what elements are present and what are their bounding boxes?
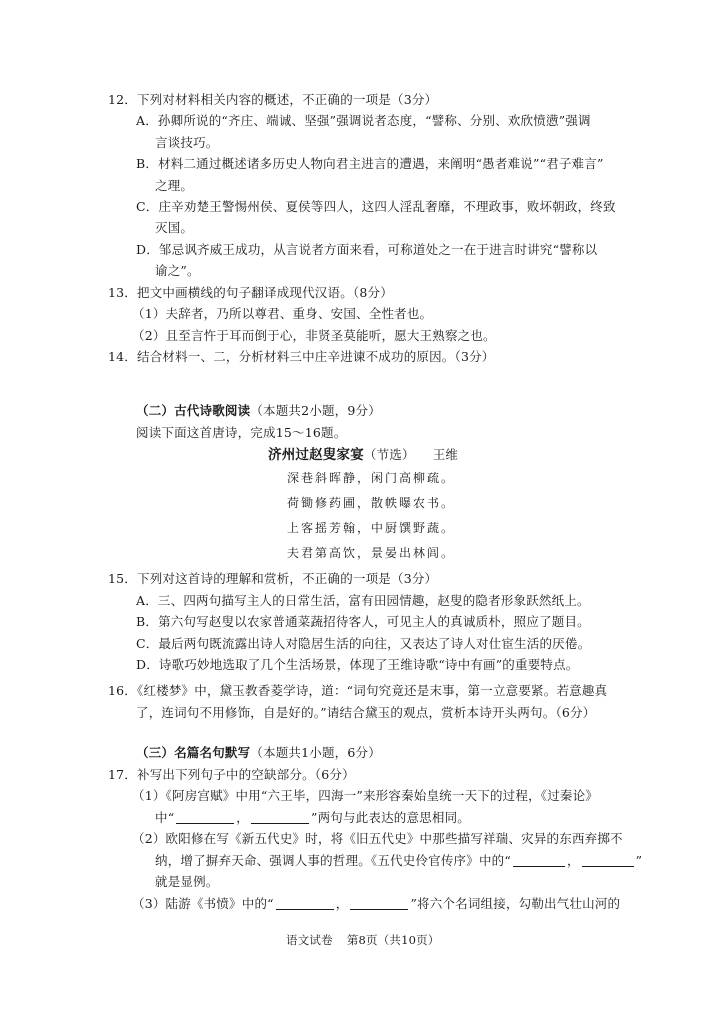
- q17-part-3-prefix: （3）陆游《书愤》中的“: [132, 896, 274, 911]
- blank-field[interactable]: [251, 812, 309, 824]
- q12-stem: 12．下列对材料相关内容的概述，不正确的一项是（3分）: [108, 92, 438, 107]
- poem-title: 济州过赵叟家宴: [268, 447, 364, 463]
- section-3-title: （三）名篇名句默写: [136, 745, 251, 760]
- q14-stem: 14．结合材料一、二，分析材料三中庄辛进谏不成功的原因。（3分）: [108, 349, 495, 364]
- poem-excerpt: （节选）: [363, 447, 415, 462]
- q13-stem: 13．把文中画横线的句子翻译成现代汉语。（8分）: [108, 285, 393, 300]
- section-3-heading: [136, 745, 381, 761]
- footer-subject: 语文试卷: [286, 933, 333, 947]
- q17-part-2-line-3: 就是显例。: [155, 874, 219, 889]
- q12-option-d-cont: 谕之”。: [155, 263, 200, 278]
- q16-line-1: 16．《红楼梦》中，黛玉教香菱学诗，道：“词句究竟还是末事，第一立意要紧。若意趣真: [108, 683, 608, 698]
- q12-option-c-cont: 灭国。: [155, 220, 194, 235]
- q15-option-a: A．三、四两句描写主人的日常生活，富有田园情趣，赵叟的隐者形象跃然纸上。: [136, 593, 590, 608]
- q12-option-a: A．孙卿所说的“齐庄、端诚、坚强”强调说者态度，“譬称、分别、欢欣愤懑”强调: [136, 113, 591, 128]
- q12-option-d: D．邹忌讽齐威王成功，从言说者方面来看，可称道处之一在于进言时讲究“譬称以: [136, 242, 598, 257]
- q17-stem: 17．补写出下列句子中的空缺部分。（6分）: [108, 767, 355, 782]
- q17-part-1-prefix: 中“: [155, 810, 175, 825]
- q17-part-2-line-1: （2）欧阳修在写《新五代史》时，将《旧五代史》中那些描写祥瑞、灾异的东西弃掷不: [132, 831, 623, 846]
- poem-author: 王维: [432, 447, 459, 462]
- q17-part-1-separator: ，: [236, 810, 249, 825]
- q17-part-1-suffix: ”两句与此表达的意思相同。: [311, 810, 470, 825]
- poem-line-1: 深巷斜晖静，闲门高柳疏。: [287, 471, 456, 485]
- poem-line-4: 夫君第高饮，景晏出林闾。: [287, 546, 456, 560]
- q17-part-2-line-2: [155, 853, 642, 869]
- blank-field[interactable]: [513, 855, 565, 867]
- q15-option-d: D．诗歌巧妙地选取了几个生活场景，体现了王维诗歌“诗中有画”的重要特点。: [136, 657, 579, 672]
- q15-option-c: C．最后两句既流露出诗人对隐居生活的向往，又表达了诗人对仕宦生活的厌倦。: [136, 636, 591, 651]
- q17-part-3-line-1: [132, 896, 620, 912]
- q17-part-3-separator: ，: [335, 896, 349, 911]
- blank-field[interactable]: [582, 855, 634, 867]
- q17-part-3-suffix: ”将六个名词组接，勾勒出气壮山河的: [410, 896, 621, 911]
- footer-page-number: 第8页（共10页）: [346, 933, 440, 947]
- blank-field[interactable]: [276, 898, 334, 910]
- q17-part-1-line-2: [155, 810, 470, 826]
- blank-field[interactable]: [176, 812, 234, 824]
- q13-sentence-2: （2）且至言忤于耳而倒于心，非贤圣莫能听，愿大王熟察之也。: [132, 328, 496, 343]
- q12-option-b: B．材料二通过概述诸多历史人物向君主进言的遭遇，来阐明“愚者难说”“君子难言”: [136, 156, 604, 171]
- blank-field[interactable]: [350, 898, 408, 910]
- q12-option-c: C．庄辛劝楚王警惕州侯、夏侯等四人，这四人淫乱奢靡，不理政事，败坏朝政，终致: [136, 199, 616, 214]
- q17-part-2-prefix: 纳，增了摒弃天命、强调人事的哲理。《五代史伶官传序》中的“: [155, 853, 511, 868]
- section-2-title: （二）古代诗歌阅读: [136, 403, 251, 418]
- poem-heading: [268, 447, 458, 463]
- page-footer: [286, 932, 440, 948]
- section-2-heading: [136, 403, 381, 419]
- poem-line-3: 上客摇芳翰，中厨馔野蔬。: [287, 521, 456, 535]
- q12-option-b-cont: 之理。: [155, 178, 194, 193]
- q12-option-a-cont: 言谈技巧。: [155, 135, 219, 150]
- section-2-note: （本题共2小题，9分）: [250, 403, 381, 418]
- q15-option-b: B．第六句写赵叟以农家普通菜蔬招待客人，可见主人的真诚质朴，照应了题目。: [136, 614, 590, 629]
- q15-stem: 15．下列对这首诗的理解和赏析，不正确的一项是（3分）: [108, 571, 438, 586]
- q17-part-2-separator: ，: [566, 853, 580, 868]
- section-3-note: （本题共1小题，6分）: [250, 745, 381, 760]
- section-2-intro: 阅读下面这首唐诗，完成15～16题。: [136, 425, 347, 440]
- poem-line-2: 荷锄修药圃，散帙曝农书。: [287, 496, 456, 510]
- q17-part-1-line-1: （1）《阿房宫赋》中用“六王毕，四海一”来形容秦始皇统一天下的过程，《过秦论》: [132, 788, 599, 803]
- q16-line-2: 了，连词句不用修饰，自是好的。”请结合黛玉的观点，赏析本诗开头两句。（6分）: [136, 705, 596, 720]
- q17-part-2-suffix: ”: [635, 853, 643, 868]
- q13-sentence-1: （1）夫辞者，乃所以尊君、重身、安国、全性者也。: [132, 306, 433, 321]
